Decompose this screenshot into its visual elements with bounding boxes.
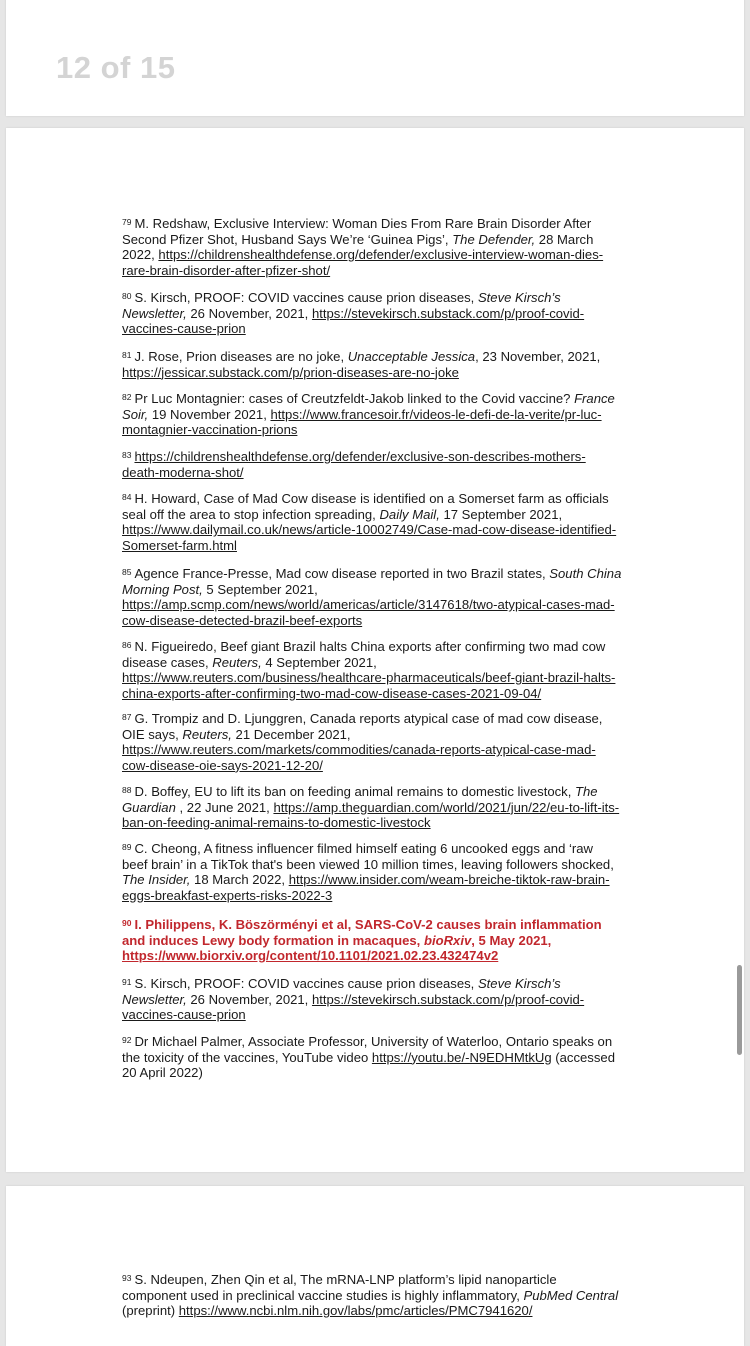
next-page: [6, 1186, 744, 1346]
footnote-link[interactable]: https://amp.theguardian.com/world/2021/jun/22/eu-to-lift-its-ban-on-feeding-animal-remains-to-domestic-livestock: [122, 799, 620, 831]
footnote-84: $^{84}$ H. Howard, Case of Mad Cow disease is identified on a Somerset farm as officials seal off the area to stop infection spreading, Daily Mail, 17 September 2021, https://www.dailymail.co.uk/news/article-10002749/Case-mad-cow-disease-identified-Somerset-farm.html: [122, 491, 617, 553]
footnote-91: $^{91}$ S. Kirsch, PROOF: COVID vaccines cause prion diseases, Steve Kirsch’s Newsletter, 26 November, 2021, https://stevekirsch.substack.com/p/proof-covid-vaccines-cause-prion: [122, 976, 585, 1023]
footnote-link[interactable]: https://www.dailymail.co.uk/news/article-10002749/Case-mad-cow-disease-identified-Somerset-farm.html: [122, 522, 617, 553]
footnote-92: $^{92}$ Dr Michael Palmer, Associate Professor, University of Waterloo, Ontario speaks on the toxicity of the vaccines, YouTube video https://youtu.be/-N9EDHMtkUg (accessed 20 April 2022): [122, 1034, 615, 1081]
footnote-82: $^{82}$ Pr Luc Montagnier: cases of Creutzfeldt-Jakob linked to the Covid vaccine? France Soir, 19 November 2021, https://www.francesoir.fr/videos-le-defi-de-la-verite/pr-luc-montagnier-vaccination-prions: [122, 391, 615, 438]
footnote-link[interactable]: https://www.francesoir.fr/videos-le-defi-de-la-verite/pr-luc-montagnier-vaccination-prions: [122, 406, 602, 438]
footnote-link[interactable]: https://jessicar.substack.com/p/prion-diseases-are-no-joke: [122, 364, 459, 380]
footnote-87: $^{87}$ G. Trompiz and D. Ljunggren, Canada reports atypical case of mad cow disease, OIE says, Reuters, 21 December 2021, https://www.reuters.com/markets/commodities/canada-reports-atypical-case-mad-cow-disease-oie-says-2021-12-20/: [122, 711, 603, 773]
footnote-link[interactable]: https://www.ncbi.nlm.nih.gov/labs/pmc/articles/PMC7941620/: [178, 1303, 533, 1319]
footnote-85: $^{85}$ Agence France-Presse, Mad cow disease reported in two Brazil states, South China Morning Post, 5 September 2021, https://amp.scmp.com/news/world/americas/article/3147618/two-atypical-cases-mad-cow-disease-detected-brazil-beef-exports: [122, 566, 622, 628]
footnote-81: $^{81}$ J. Rose, Prion diseases are no joke, Unacceptable Jessica, 23 November, 2021, https://jessicar.substack.com/p/prion-diseases-are-no-joke: [122, 349, 601, 380]
footnote-86: $^{86}$ N. Figueiredo, Beef giant Brazil halts China exports after confirming two mad cow disease cases, Reuters, 4 September 2021, https://www.reuters.com/business/healthcare-pharmaceuticals/beef-giant-brazil-halts-china-exports-after-confirming-two-mad-cow-disease-cases-2021-09-04/: [122, 639, 616, 701]
footnote-link[interactable]: https://childrenshealthdefense.org/defender/exclusive-son-describes-mothers-death-moderna-shot/: [122, 449, 586, 480]
footnote-link[interactable]: https://www.reuters.com/markets/commodities/canada-reports-atypical-case-mad-cow-disease-oie-says-2021-12-20/: [122, 742, 596, 773]
footnote-83: $^{83}$ https://childrenshealthdefense.org/defender/exclusive-son-describes-mothers-death-moderna-shot/: [122, 449, 586, 480]
footnote-90-highlighted: $^{90}$ I. Philippens, K. Böszörményi et al, SARS-CoV-2 causes brain inflammation and induces Lewy body formation in macaques, bioRxiv, 5 May 2021, https://www.biorxiv.org/content/10.1101/2021.02.23.432474v2: [122, 917, 602, 964]
footnote-link[interactable]: https://stevekirsch.substack.com/p/proof-covid-vaccines-cause-prion: [122, 305, 585, 337]
scrollbar-thumb[interactable]: [737, 965, 742, 1055]
footnote-93: $^{93}$ S. Ndeupen, Zhen Qin et al, The mRNA-LNP platform’s lipid nanoparticle component used in preclinical vaccine studies is highly inflammatory, PubMed Central (preprint) https://www.ncbi.nlm.nih.gov/labs/pmc/articles/PMC7941620/: [122, 1272, 619, 1319]
footnote-89: $^{89}$ C. Cheong, A fitness influencer filmed himself eating 6 uncooked eggs and ‘raw beef brain’ in a TikTok that's been viewed 10 million times, leaving followers shocked, The Insider, 18 March 2022, https://www.insider.com/weam-breiche-tiktok-raw-brain-eggs-breakfast-experts-risks-2022-3: [122, 841, 614, 903]
footnote-link[interactable]: https://www.biorxiv.org/content/10.1101/2021.02.23.432474v2: [122, 948, 499, 964]
footnote-link[interactable]: https://childrenshealthdefense.org/defender/exclusive-interview-woman-dies-rare-brain-disorder-after-pfizer-shot/: [122, 247, 604, 278]
footnote-link[interactable]: https://stevekirsch.substack.com/p/proof-covid-vaccines-cause-prion: [122, 991, 585, 1023]
footnote-link[interactable]: https://amp.scmp.com/news/world/americas/article/3147618/two-atypical-cases-mad-cow-disease-detected-brazil-beef-exports: [122, 597, 615, 628]
page-indicator: 12 of 15: [56, 50, 176, 85]
footnote-link[interactable]: https://www.insider.com/weam-breiche-tiktok-raw-brain-eggs-breakfast-experts-risks-2022-3: [122, 872, 610, 903]
footnote-88: $^{88}$ D. Boffey, EU to lift its ban on feeding animal remains to domestic livestock, The Guardian , 22 June 2021, https://amp.theguardian.com/world/2021/jun/22/eu-to-lift-its-ban-on-feeding-animal-remains-to-domestic-livestock: [122, 784, 620, 831]
footnote-link[interactable]: https://youtu.be/-N9EDHMtkUg: [371, 1049, 552, 1065]
footnote-link[interactable]: https://www.reuters.com/business/healthcare-pharmaceuticals/beef-giant-brazil-halts-china-exports-after-confirming-two-mad-cow-disease-cases-2021-09-04/: [122, 670, 616, 701]
footnote-80: $^{80}$ S. Kirsch, PROOF: COVID vaccines cause prion diseases, Steve Kirsch’s Newsletter, 26 November, 2021, https://stevekirsch.substack.com/p/proof-covid-vaccines-cause-prion: [122, 290, 585, 337]
footnote-79: $^{79}$ M. Redshaw, Exclusive Interview: Woman Dies From Rare Brain Disorder After Second Pfizer Shot, Husband Says We’re ‘Guinea Pigs’, The Defender, 28 March 2022, https://childrenshealthdefense.org/defender/exclusive-interview-woman-dies-rare-brain-disorder-after-pfizer-shot/: [122, 216, 604, 278]
